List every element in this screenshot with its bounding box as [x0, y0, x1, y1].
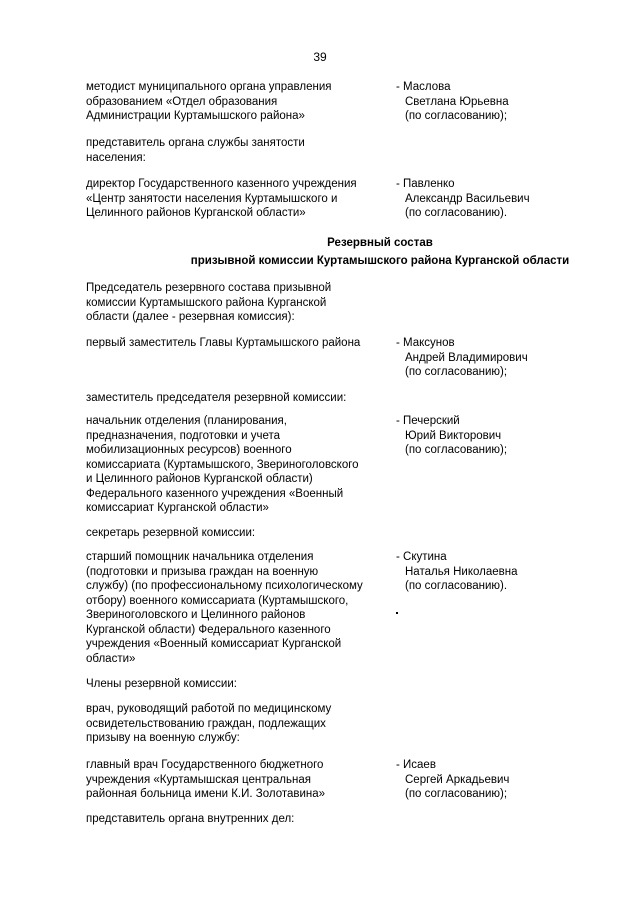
text-line: директор Государственного казенного учреждения [86, 178, 357, 190]
text-line: методист муниципального органа управления [86, 81, 332, 93]
text-line: Звериноголовского и Целинного районов [86, 609, 306, 621]
text-line: начальник отделения (планирования, [86, 415, 287, 427]
position-senior-assistant [86, 550, 398, 666]
text-line: призыву на военную службу: [86, 732, 240, 744]
text-line: старший помощник начальника отделения [86, 551, 314, 563]
person-surname: - Павленко [396, 178, 455, 190]
position-medical-doctor [86, 702, 398, 746]
position-first-deputy-head [86, 336, 398, 351]
text-line: учреждения «Куртамышская центральная [86, 773, 311, 786]
text-line: «Центр занятости населения Куртамышского и [86, 192, 338, 205]
text-line: Администрации Куртамышского района» [86, 110, 305, 122]
text-line: районная больница имени К.И. Золотавина» [86, 788, 326, 800]
text-line: области (далее - резервная комиссия): [86, 311, 295, 323]
person-surname: - Исаев [396, 759, 436, 771]
internal-affairs-label [86, 812, 398, 827]
person-maksunov [396, 336, 596, 380]
person-note: (по согласованию). [405, 580, 508, 592]
position-methodist [86, 80, 398, 124]
stray-dot [396, 612, 398, 614]
person-surname: - Маслова [396, 81, 451, 93]
text-line: секретарь резервной комиссии: [86, 527, 256, 539]
text-line: первый заместитель Главы Куртамышского района [86, 337, 361, 349]
heading-line: призывной комиссии Куртамышского района Курганской области [190, 254, 570, 267]
text-line: образованием «Отдел образования [86, 95, 278, 108]
deputy-chairman-label [86, 391, 398, 406]
person-note: (по согласованию); [405, 110, 508, 122]
text-line: области» [86, 652, 136, 665]
position-chief-doctor [86, 758, 398, 802]
text-line: комиссариат Курганской области» [86, 502, 269, 514]
text-line: Федерального казенного учреждения «Военный [86, 487, 344, 500]
position-department-head [86, 414, 398, 516]
secretary-label [86, 526, 398, 541]
reserve-chairman-label [86, 281, 398, 325]
person-name: Сергей Аркадьевич [405, 773, 510, 786]
text-line: представитель органа службы занятости [86, 137, 305, 149]
text-line: мобилизационных ресурсов) военного [86, 444, 292, 456]
text-line: Председатель резервного состава призывной [86, 282, 332, 294]
person-maslova [396, 80, 596, 124]
text-line: предназначения, подготовки и учета [86, 429, 281, 442]
text-line: службу) (по профессиональному психологическому [86, 580, 363, 592]
person-note: (по согласованию); [405, 444, 508, 456]
person-isaev [396, 758, 596, 802]
person-surname: - Скутина [396, 551, 447, 563]
text-line: населения: [86, 151, 146, 164]
person-surname: - Максунов [396, 337, 455, 349]
person-note: (по согласованию). [405, 207, 508, 219]
text-line: Члены резервной комиссии: [86, 678, 237, 690]
text-line: Курганской области) Федерального казенного [86, 623, 331, 636]
person-note: (по согласованию); [405, 788, 508, 800]
text-line: освидетельствованию граждан, подлежащих [86, 717, 326, 730]
person-surname: - Печерский [396, 415, 460, 427]
text-line: представитель органа внутренних дел: [86, 813, 295, 825]
person-name: Александр Васильевич [405, 192, 530, 205]
text-line: главный врач Государственного бюджетного [86, 759, 324, 771]
text-line: отбору) военного комиссариата (Куртамышского, [86, 594, 349, 607]
text-line: (подготовки и призыва граждан на военную [86, 565, 319, 578]
text-line: врач, руководящий работой по медицинскому [86, 703, 332, 715]
person-pechersky [396, 414, 596, 458]
text-line: учреждения «Военный комиссариат Курганской [86, 638, 342, 650]
text-line: и Целинного районов Курганской области) [86, 473, 313, 485]
text-line: заместитель председателя резервной комиссии: [86, 392, 347, 404]
person-name: Наталья Николаевна [405, 565, 518, 578]
person-name: Светлана Юрьевна [405, 95, 509, 108]
person-name: Юрий Викторович [405, 429, 502, 442]
text-line: комиссии Куртамышского района Курганской [86, 296, 327, 309]
page-number: 39 [313, 50, 327, 64]
position-employment-director [86, 177, 398, 221]
section-heading [100, 236, 640, 268]
person-pavlenko [396, 177, 596, 221]
heading-line: Резервный состав [327, 237, 433, 249]
text-line: Целинного районов Курганской области» [86, 207, 306, 219]
person-skutina [396, 550, 596, 594]
person-name: Андрей Владимирович [405, 351, 528, 364]
position-employment-rep [86, 136, 398, 165]
person-note: (по согласованию); [405, 366, 508, 378]
text-line: комиссариата (Куртамышского, Звериноголовского [86, 458, 359, 471]
members-label [86, 677, 398, 692]
